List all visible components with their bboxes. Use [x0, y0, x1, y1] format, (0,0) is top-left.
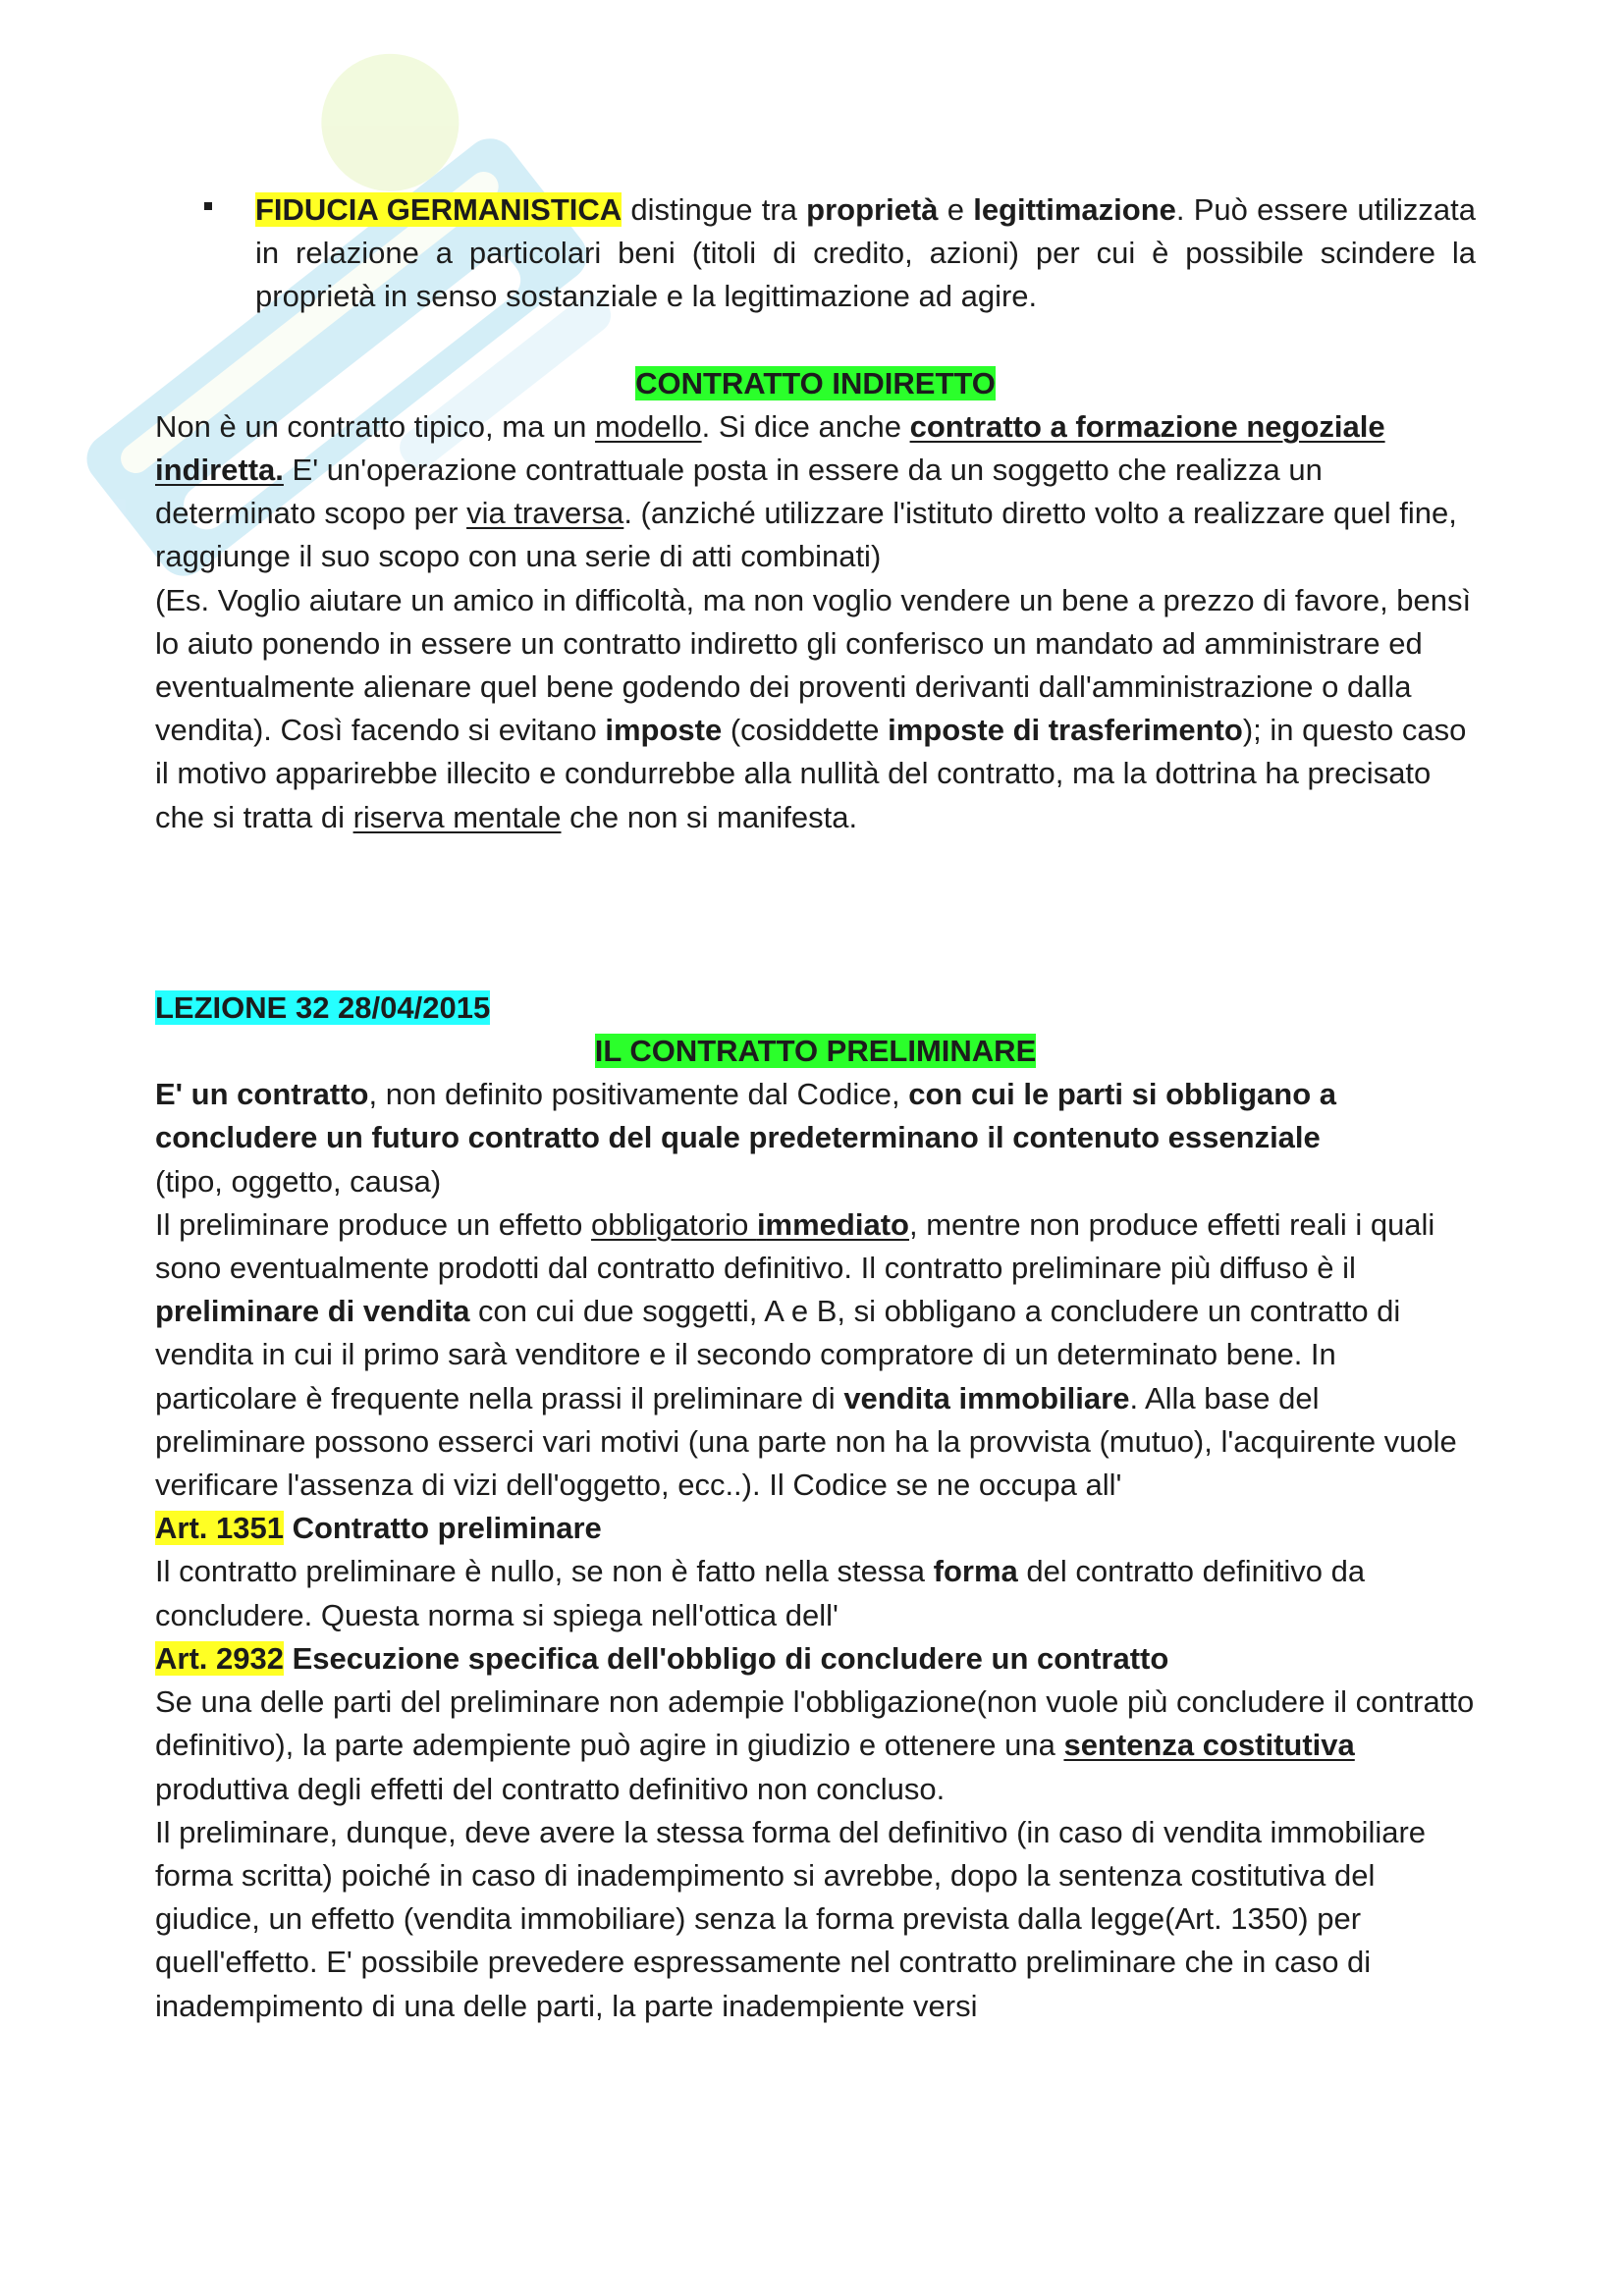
article-heading-1351: Art. 1351 Contratto preliminare [155, 1511, 602, 1546]
paragraph-preliminare-definition: E' un contratto, non definito positivamente dal Codice, con cui le parti si obbligano a concludere un futuro contratto del quale predeterminano il contenuto essenziale [155, 1077, 1337, 1155]
bullet-item-fiducia: FIDUCIA GERMANISTICA distingue tra proprietà e legittimazione. Può essere utilizzata in relazione a particolari beni (titoli di credito, azioni) per cui è possibile scindere la proprietà in senso sostanziale e la legittimazione ad agire. [155, 188, 1476, 319]
square-bullet-icon [204, 202, 212, 210]
paragraph-preliminare-body: Il preliminare produce un effetto obbligatorio immediato, mentre non produce effetti reali i quali sono eventualmente prodotti dal contratto definitivo. Il contratto preliminare più diffuso è il preliminare di vendita con cui due soggetti, A e B, si obbligano a concludere un contratto di vendita in cui il primo sarà venditore e il secondo compratore di un determinato bene. In particolare è frequente nella prassi il preliminare di vendita immobiliare. Alla base del preliminare possono esserci vari motivi (una parte non ha la provvista (mutuo), l'acquirente vuole verificare l'assenza di vizi dell'oggetto, ecc..). Il Codice se ne occupa all' [155, 1206, 1457, 1503]
term-highlight: FIDUCIA GERMANISTICA [255, 192, 622, 227]
paragraph-indiretto-example: (Es. Voglio aiutare un amico in difficoltà, ma non voglio vendere un bene a prezzo di favore, bensì lo aiuto ponendo in essere un contratto indiretto gli conferisco un mandato ad amministrare ed eventualmente alienare quel bene godendo dei proventi derivanti dall'amministrazione o dalla vendita). Così facendo si evitano imposte (cosiddette imposte di trasferimento); in questo caso il motivo apparirebbe illecito e condurrebbe alla nullità del contratto, ma la dottrina ha precisato che si tratta di riserva mentale che non si manifesta. [155, 582, 1472, 834]
section-heading-preliminare: IL CONTRATTO PRELIMINARE [594, 1034, 1037, 1069]
paragraph-art-1351: Il contratto preliminare è nullo, se non è fatto nella stessa forma del contratto definitivo da concludere. Questa norma si spiega nell'ottica dell' [155, 1554, 1366, 1632]
article-heading-2932: Art. 2932 Esecuzione specifica dell'obbligo di concludere un contratto [155, 1640, 1169, 1676]
paragraph-art-2932-forma: Il preliminare, dunque, deve avere la stessa forma del definitivo (in caso di vendita immobiliare forma scritta) poiché in caso di inadempimento si avrebbe, dopo la sentenza costitutiva del giudice, un effetto (vendita immobiliare) senza la forma prevista dalla legge(Art. 1350) per quell'effetto. E' possibile prevedere espressamente nel contratto preliminare che in caso di inadempimento di una delle parti, la parte inadempiente versi [155, 1814, 1427, 2023]
lesson-label: LEZIONE 32 28/04/2015 [155, 989, 491, 1025]
paragraph-art-2932: Se una delle parti del preliminare non adempie l'obbligazione(non vuole più concludere il contratto definitivo), la parte adempiente può agire in giudizio e ottenere una sentenza costitutiva produttiva degli effetti del contratto definitivo non concluso. [155, 1684, 1475, 1806]
paragraph-indiretto: Non è un contratto tipico, ma un modello. Si dice anche contratto a formazione negoziale indiretta. E' un'operazione contrattuale posta in essere da un soggetto che realizza un determinato scopo per via traversa. (anziché utilizzare l'istituto diretto volto a realizzare quel fine, raggiunge il suo scopo con una serie di atti combinati) [155, 408, 1457, 574]
document-page [155, 188, 1476, 2028]
paragraph-preliminare-note: (tipo, oggetto, causa) [155, 1163, 442, 1199]
section-heading-indiretto: CONTRATTO INDIRETTO [635, 365, 996, 400]
